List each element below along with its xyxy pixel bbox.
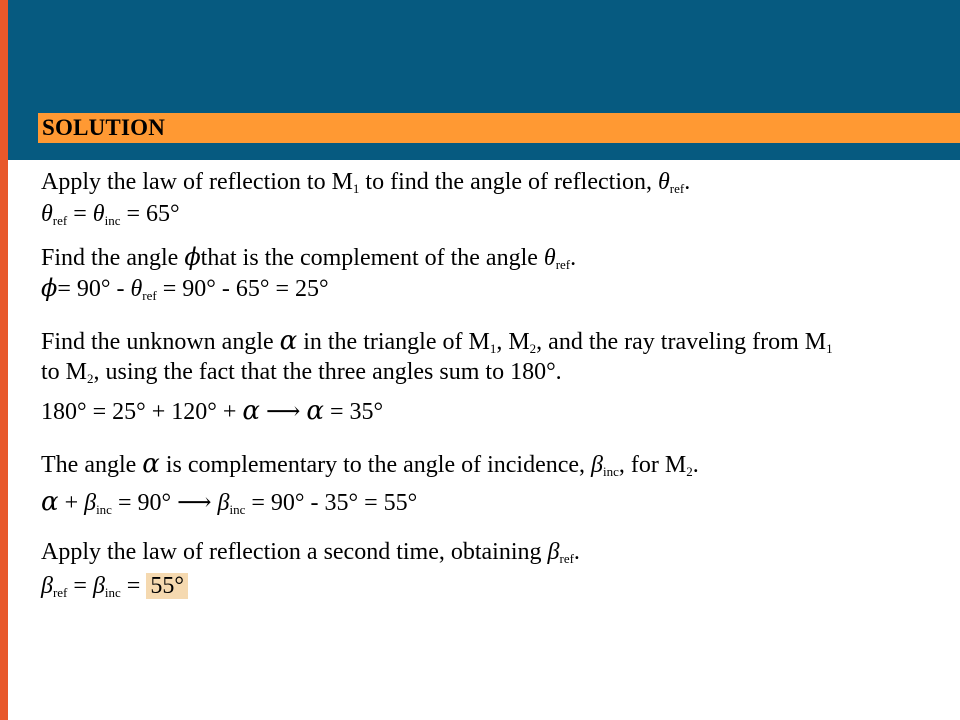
step-2-text: Find the angle ϕthat is the complement of the angle $\theta_{ref}$. — [41, 243, 577, 272]
step-1-equation: $\theta_{ref} = \theta_{inc} = 65^\circ$ — [41, 201, 180, 228]
step-2-equation: $\phi= 90^\circ - \theta_{ref} = 90^\circ - 65^\circ = 25^\circ$ — [41, 274, 329, 303]
solution-bar — [38, 113, 960, 143]
step-3-text-line-2: to $M_2$, using the fact that the three angles sum to 180°. — [41, 359, 562, 386]
solution-title: SOLUTION — [42, 115, 166, 140]
left-accent-stripe — [0, 0, 8, 720]
step-4-text: The angle α is complementary to the angle of incidence, $\beta_{inc}$, for $M_2$. — [41, 449, 699, 479]
step-1-text: Apply the law of reflection to $M_1$ to find the angle of reflection, $\theta_{ref}$. — [41, 169, 691, 196]
step-3-equation: 180° = 25° + 120° + α ⟶ α = 35° — [41, 396, 384, 426]
final-equation: $\beta_{ref} = \beta_{inc} = 55^\circ$ — [41, 572, 188, 600]
step-5-text: Apply the law of reflection a second time, obtaining $\beta_{ref}$. — [41, 539, 580, 566]
final-answer-highlight: 55° — [146, 573, 188, 599]
step-3-text-line-1: Find the unknown angle α in the triangle of $M_1$, $M_2$, and the ray traveling from $M_1$ — [41, 326, 833, 356]
step-4-equation: $\alpha + \beta_{inc} = 90^\circ$ ⟶ $\beta_{inc} = 90^\circ - 35^\circ = 55^\circ$ — [41, 487, 418, 517]
